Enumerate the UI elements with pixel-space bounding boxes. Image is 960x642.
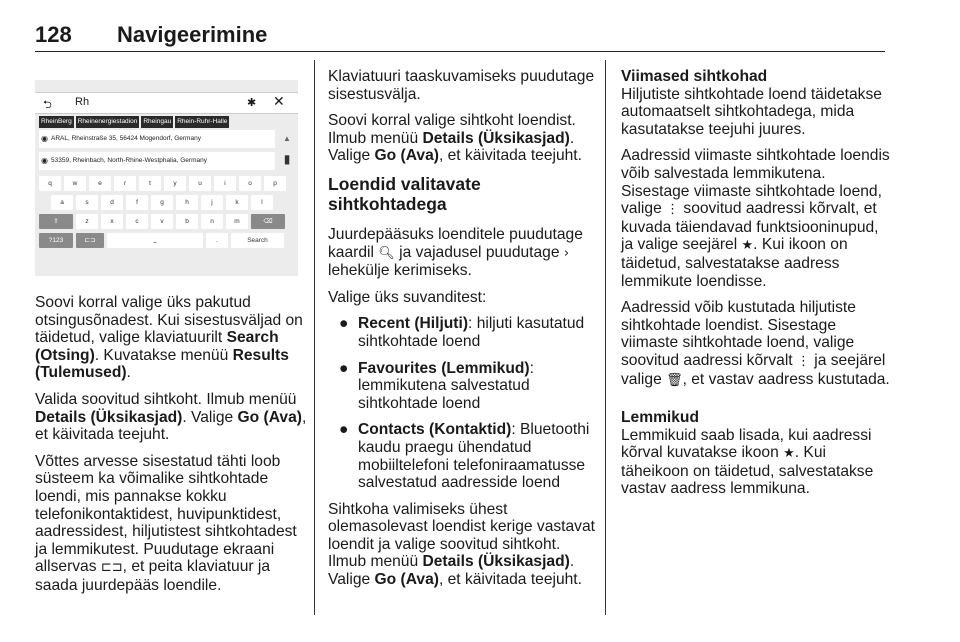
key: k bbox=[226, 195, 248, 210]
paragraph: Aadressid viimaste sihtkohtade loendis võib salvestada lemmikutena. Sisestage viimaste sihtkohtade loend, valige ⋮ soovitud aadressi kõrvalt, et kuvada täiendavad funktsiooninupud, ja valige seejärel ★. Kui ikoon on täidetud, salvestatakse aadress lemmikute loendisse. bbox=[621, 147, 890, 290]
result-item: ◉ 53359, Rheinbach, North-Rhine-Westphalia, Germany bbox=[39, 152, 275, 170]
shift-icon: ⇧ bbox=[39, 214, 73, 229]
backspace-icon: ⌫ bbox=[251, 214, 285, 229]
pin-icon: ◉ bbox=[41, 156, 48, 165]
key: w bbox=[64, 176, 86, 191]
key: d bbox=[101, 195, 123, 210]
column-2 bbox=[328, 68, 600, 598]
search-bar bbox=[35, 92, 298, 114]
vertical-dots-icon: ⋮ bbox=[796, 353, 810, 369]
chip: Rheinenergiestadion bbox=[76, 116, 140, 128]
list-item: ● Contacts (Kontaktid): Bluetoothi kaudu praegu ühendatud mobiiltelefoni telefoniraamatusse salvestatud aadresside loend bbox=[339, 421, 590, 492]
key: x bbox=[101, 214, 123, 229]
key: y bbox=[164, 176, 186, 191]
key: e bbox=[89, 176, 111, 191]
key: n bbox=[201, 214, 223, 229]
keyboard-hide-icon: ⊏⊐ bbox=[76, 233, 104, 248]
paragraph: Juurdepääsuks loenditele puudutage kaardil 🔍︎ ja vajadusel puudutage › lehekülje kerimiseks. bbox=[328, 225, 583, 280]
column-3 bbox=[621, 68, 893, 507]
back-icon: ⮌ bbox=[43, 99, 52, 111]
key: a bbox=[51, 195, 73, 210]
search-text: Rh bbox=[75, 96, 90, 108]
key: q bbox=[39, 176, 61, 191]
key: u bbox=[189, 176, 211, 191]
paragraph: Lemmikud Lemmikuid saab lisada, kui aadressi kõrval kuvatakse ikoon ★. Kui täheikoon on täidetud, salvestatakse vastav aadress lemmikuna. bbox=[621, 409, 874, 498]
key-search: Search bbox=[231, 233, 284, 248]
star-icon: ★ bbox=[783, 446, 795, 462]
paragraph: Võttes arvesse sisestatud tähti loob süsteem ka võimalike sihtkohtade loendi, mis pannakse kokku telefonikontaktidest, huvipunktidest, aadressidest, hiljutistest sihtkohtadest ja lemmikutest. Puudutage ekraani allservas ⊏⊐, et peita klaviatuur ja saada juurdepääs loendile. bbox=[35, 452, 297, 594]
star-icon: ★ bbox=[741, 238, 754, 254]
key: m bbox=[226, 214, 248, 229]
key: j bbox=[201, 195, 223, 210]
key: v bbox=[151, 214, 173, 229]
column-divider bbox=[314, 60, 315, 615]
result-item: ◉ ARAL, Rheinstraße 35, 56424 Mogendorf, Germany bbox=[39, 130, 275, 148]
space-icon: ⎵ bbox=[107, 233, 203, 248]
key: p bbox=[264, 176, 286, 191]
key: s bbox=[76, 195, 98, 210]
section-heading: Loendid valitavate sihtkohtadega bbox=[328, 173, 481, 214]
key: l bbox=[251, 195, 273, 210]
keyboard-screenshot bbox=[35, 80, 298, 276]
scroll-thumb: ▮ bbox=[283, 152, 291, 166]
key: r bbox=[114, 176, 136, 191]
vertical-dots-icon: ⋮ bbox=[666, 202, 680, 218]
column-1 bbox=[35, 294, 307, 604]
scroll-up-icon: ▲ bbox=[283, 134, 291, 143]
key-dot: . bbox=[206, 233, 228, 248]
key: o bbox=[239, 176, 261, 191]
page-title: Navigeerimine bbox=[117, 22, 268, 47]
paragraph: Valida soovitud sihtkoht. Ilmub menüü Details (Üksikasjad). Valige Go (Ava), et käivitada teejuht. bbox=[35, 390, 307, 444]
key-123: ?123 bbox=[39, 233, 73, 248]
page-number: 128 bbox=[35, 22, 72, 47]
subheading: Viimased sihtkohad bbox=[621, 68, 768, 85]
list-item: ● Favourites (Lemmikud): lemmikutena salvestatud sihtkohtade loend bbox=[339, 359, 534, 412]
page-header bbox=[35, 22, 885, 52]
key: c bbox=[126, 214, 148, 229]
voice-icon: ✱ bbox=[247, 97, 257, 109]
paragraph: Valige üks suvanditest: bbox=[328, 288, 487, 306]
key: t bbox=[139, 176, 161, 191]
key: i bbox=[214, 176, 236, 191]
keyboard-hide-icon: ⊏⊐ bbox=[100, 560, 123, 576]
column-divider bbox=[605, 60, 606, 615]
paragraph: Klaviatuuri taaskuvamiseks puudutage sisestusvälja. bbox=[328, 68, 595, 103]
key: b bbox=[176, 214, 198, 229]
chip: Rhein-Ruhr-Halle bbox=[175, 116, 229, 128]
close-icon: ✕ bbox=[273, 93, 285, 109]
paragraph: Soovi korral valige üks pakutud otsingusõnadest. Kui sisestusväljad on täidetud, valige klaviatuurilt Search (Otsing). Kuvatakse menüü Results (Tulemused). bbox=[35, 294, 303, 382]
trash-icon: 🗑︎ bbox=[666, 372, 683, 388]
key: g bbox=[151, 195, 173, 210]
subheading: Lemmikud bbox=[621, 409, 699, 427]
pin-icon: ◉ bbox=[41, 134, 48, 143]
key: f bbox=[126, 195, 148, 210]
chip: RheinBerg bbox=[39, 116, 74, 128]
paragraph: Sihtkoha valimiseks ühest olemasolevast loendist kerige vastavat loendit ja valige soovitud sihtkoht. Ilmub menüü Details (Üksikasjad). Valige Go (Ava), et käivitada teejuht. bbox=[328, 500, 595, 589]
paragraph: Soovi korral valige sihtkoht loendist. Ilmub menüü Details (Üksikasjad). Valige Go (Ava), et käivitada teejuht. bbox=[328, 112, 582, 165]
magnifier-icon: 🔍︎ bbox=[378, 245, 395, 261]
chip: Rheingau bbox=[141, 116, 173, 128]
paragraph: Viimased sihtkohad Hiljutiste sihtkohtade loend täidetakse automaatselt sihtkohtadega, mida kasutatakse teejuhi juures. bbox=[621, 68, 882, 138]
chevron-right-icon: › bbox=[563, 245, 570, 261]
suggestion-chips bbox=[39, 116, 229, 128]
key: h bbox=[176, 195, 198, 210]
key: z bbox=[76, 214, 98, 229]
paragraph: Aadressid võib kustutada hiljutiste sihtkohtade loendist. Sisestage viimaste sihtkohtade loend, valige soovitud aadressi kõrvalt ⋮ ja seejärel valige 🗑︎, et vastav aadress kustutada. bbox=[621, 299, 890, 388]
list-item: ● Recent (Hiljuti): hiljuti kasutatud sihtkohtade loend bbox=[339, 315, 585, 350]
